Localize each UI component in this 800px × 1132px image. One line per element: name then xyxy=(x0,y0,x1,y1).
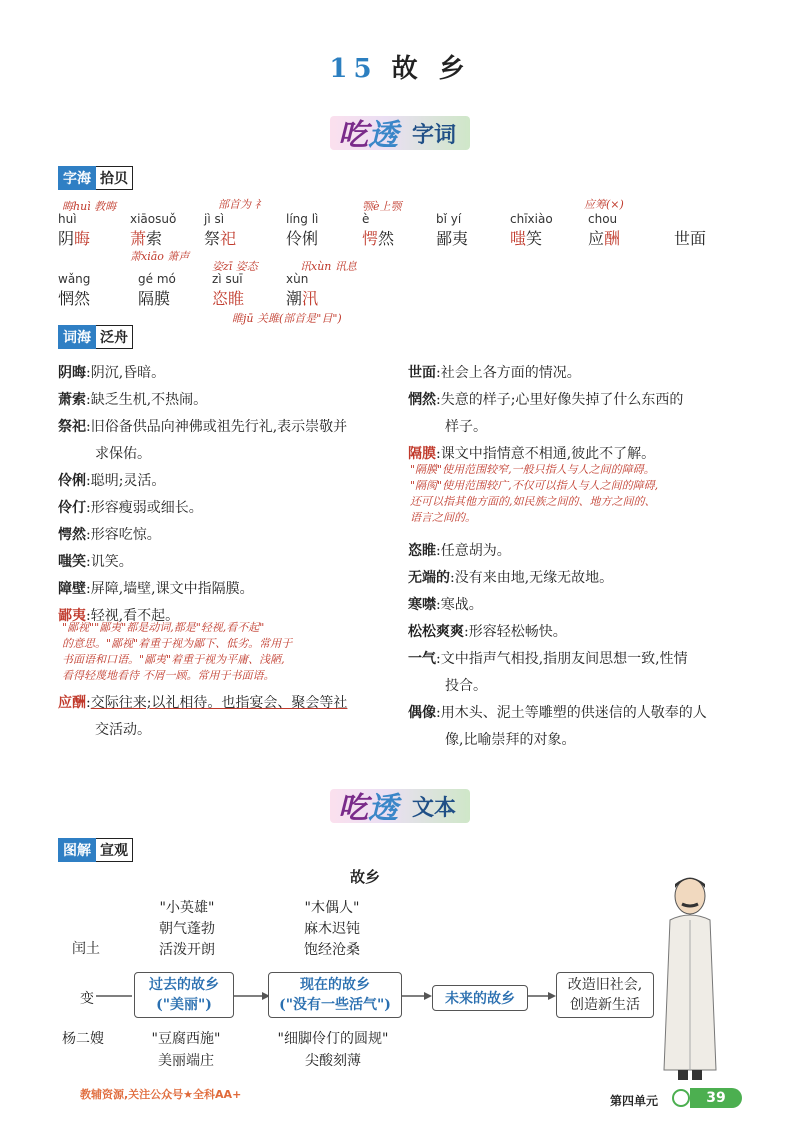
lesson-name: 故 乡 xyxy=(391,54,471,84)
definition-colon: : xyxy=(464,624,469,640)
hand-note: 应筹(×) xyxy=(584,198,624,211)
definition-row xyxy=(408,646,768,673)
footer-c-icon xyxy=(672,1089,690,1107)
definition-colon: : xyxy=(436,651,441,667)
box-now-hometown xyxy=(268,972,402,1018)
word-cell xyxy=(204,212,236,249)
pinyin: xùn xyxy=(286,272,309,286)
word-text xyxy=(436,226,468,249)
word-red-part: 嗤 xyxy=(510,229,527,248)
definition-term: 恣睢 xyxy=(408,543,436,559)
trait-line: 饱经沧桑 xyxy=(304,942,360,958)
definition-term: 障壁 xyxy=(58,581,86,597)
trait-line: 活泼开朗 xyxy=(159,942,215,958)
definition-colon: : xyxy=(86,608,91,624)
note-line: "鄙视""鄙夷"都是动词,都是"轻视,看不起" xyxy=(62,621,265,634)
definition-text: 缺乏生机,不热闹。 xyxy=(90,392,208,408)
word-text xyxy=(204,226,236,249)
word-cell xyxy=(138,272,176,309)
hand-note: 颚è上颚 xyxy=(362,200,402,213)
trait-line: "豆腐西施" xyxy=(151,1031,221,1047)
note-line: 的意思。"鄙视"着重于视为鄙下、低劣。常用于 xyxy=(62,637,293,650)
definition-colon: : xyxy=(436,597,441,613)
definition-text: 社会上各方面的情况。 xyxy=(440,365,581,381)
word-cell xyxy=(436,212,468,249)
definition-colon: : xyxy=(450,570,455,586)
note-line: "隔膜"使用范围较窄,一般只指人与人之间的障碍。 xyxy=(410,463,655,476)
trait-line: "细脚伶仃的圆规" xyxy=(277,1031,389,1047)
word-part: 隔膜 xyxy=(138,289,171,308)
box-line: 现在的故乡 xyxy=(300,977,370,993)
definition-text: 轻视,看不起。 xyxy=(90,608,180,624)
pinyin: zì suī xyxy=(212,272,243,286)
pinyin xyxy=(674,212,706,226)
definition-row xyxy=(58,387,398,414)
page-number: 39 xyxy=(690,1088,742,1108)
definition-term: 偶像 xyxy=(408,705,436,721)
definition-text: 课文中指情意不相通,彼此不了解。 xyxy=(440,446,656,462)
definition-text: 旧俗备供品向神佛或祖先行礼,表示崇敬并 xyxy=(90,419,348,435)
note-line: "隔阂"使用范围较广,不仅可以指人与人之间的障碍, xyxy=(410,479,659,492)
definition-row xyxy=(408,538,768,565)
pinyin: bǐ yí xyxy=(436,212,462,226)
trait-line: 美丽端庄 xyxy=(158,1053,214,1069)
past-runtu-traits xyxy=(142,898,232,961)
definition-colon: : xyxy=(436,543,441,559)
word-part: 索 xyxy=(146,229,163,248)
pinyin: jì sì xyxy=(204,212,225,226)
word-cell xyxy=(286,272,318,309)
pinyin: wǎng xyxy=(58,272,91,286)
note-line: 还可以指其他方面的,如民族之间的、地方之间的、 xyxy=(410,495,656,508)
definition-text: 形容吃惊。 xyxy=(90,527,161,543)
trait-line: "小英雄" xyxy=(159,900,215,916)
hand-note: 睢jū 关雎(部首是"目") xyxy=(232,312,342,325)
banner-chi: 吃透 xyxy=(338,118,398,153)
word-text xyxy=(58,226,90,249)
word-text xyxy=(362,226,394,249)
definition-term: 惘然 xyxy=(408,392,436,408)
definition-row xyxy=(408,360,758,387)
definition-colon: : xyxy=(436,446,441,462)
pinyin: líng lì xyxy=(286,212,319,226)
word-part: 鄙夷 xyxy=(436,229,469,248)
definition-row xyxy=(58,414,398,441)
box-goal xyxy=(556,972,654,1018)
definition-colon: : xyxy=(86,500,91,516)
story-diagram xyxy=(0,860,800,1090)
definition-term: 隔膜 xyxy=(408,446,436,462)
word-cell xyxy=(510,212,553,249)
trait-line: 朝气蓬勃 xyxy=(159,921,215,937)
diagram-title: 故乡 xyxy=(350,868,381,886)
definition-term: 愕然 xyxy=(58,527,86,543)
box-line: 改造旧社会, xyxy=(567,977,643,993)
word-part: 笑 xyxy=(526,229,543,248)
definition-term: 伶俐 xyxy=(58,473,86,489)
word-text xyxy=(286,226,318,249)
box-future-hometown: 未来的故乡 xyxy=(432,985,528,1011)
definition-continued: 投合。 xyxy=(445,678,487,694)
word-red-part: 酬 xyxy=(604,229,621,248)
definition-term: 无端的 xyxy=(408,570,450,586)
definition-colon: : xyxy=(86,527,91,543)
definition-term: 萧索 xyxy=(58,392,86,408)
trait-line: 麻木迟钝 xyxy=(304,921,360,937)
hand-note: 萧xiāo 箫声 xyxy=(130,250,190,263)
word-red-part: 汛 xyxy=(302,289,319,308)
definition-text: 形容瘦弱或细长。 xyxy=(90,500,203,516)
definition-row xyxy=(58,468,398,495)
now-runtu-traits xyxy=(282,898,382,961)
box-line: 过去的故乡 xyxy=(149,977,219,993)
word-part: 阴 xyxy=(58,229,75,248)
definitions-left xyxy=(58,360,398,630)
definition-row xyxy=(58,360,398,387)
word-part: 应 xyxy=(588,229,605,248)
lesson-title xyxy=(0,48,800,85)
definition-term: 寒噤 xyxy=(408,597,436,613)
word-text xyxy=(588,226,620,249)
word-part: 世面 xyxy=(674,229,707,248)
hand-note: 姿zī 姿态 xyxy=(212,260,258,273)
definition-row xyxy=(58,549,398,576)
word-text xyxy=(58,286,90,309)
definition-term: 伶仃 xyxy=(58,500,86,516)
definition-row xyxy=(58,522,398,549)
word-part: 潮 xyxy=(286,289,303,308)
trait-line: "木偶人" xyxy=(304,900,360,916)
hand-note: 讯xùn 讯息 xyxy=(300,260,357,273)
definition-colon: : xyxy=(86,581,91,597)
section-banner-text: 吃透 文本 xyxy=(330,783,470,827)
definition-term: 一气 xyxy=(408,651,436,667)
box-line: ("美丽") xyxy=(156,997,212,1013)
tag-cihai: 词海 泛舟 xyxy=(58,325,133,347)
hand-note: 部首为 礻 xyxy=(218,198,266,211)
definition-colon: : xyxy=(86,419,91,435)
definition-row xyxy=(408,700,768,727)
note-gemo xyxy=(410,462,760,526)
word-cell xyxy=(674,212,706,249)
word-cell xyxy=(588,212,620,249)
definition-text: 讥笑。 xyxy=(90,554,133,570)
tag-zihai: 字海 拾贝 xyxy=(58,166,133,188)
pinyin: huì xyxy=(58,212,77,226)
definition-term: 世面 xyxy=(408,365,436,381)
word-red-part: 恣睢 xyxy=(212,289,245,308)
definition-text: 聪明;灵活。 xyxy=(90,473,166,489)
box-line: 创造新生活 xyxy=(570,997,640,1013)
definition-term: 嗤笑 xyxy=(58,554,86,570)
box-line: ("没有一些活气") xyxy=(279,997,391,1013)
word-text xyxy=(510,226,553,249)
label-bian: 变 xyxy=(80,991,94,1007)
banner-word: 字词 xyxy=(411,123,456,148)
word-text xyxy=(138,286,176,309)
tag-tujie: 图解 宣观 xyxy=(58,838,133,860)
definition-text: 失意的样子;心里好像失掉了什么东西的 xyxy=(440,392,684,408)
definition-text: 文中指声气相投,指朋友间思想一致,性情 xyxy=(440,651,688,667)
word-cell xyxy=(362,212,394,249)
word-red-part: 晦 xyxy=(74,229,91,248)
pinyin: gé mó xyxy=(138,272,176,286)
word-cell xyxy=(130,212,176,249)
hand-note: 晦huì 教晦 xyxy=(62,200,117,213)
definitions-right-2 xyxy=(408,538,768,754)
definition-continued: 像,比喻崇拜的对象。 xyxy=(445,732,576,748)
footer-ad: 教辅资源,关注公众号★全科AA+ xyxy=(80,1088,242,1101)
note-line: 书面语和口语。"鄙夷"着重于视为平庸、浅陋, xyxy=(62,653,285,666)
word-part: 伶俐 xyxy=(286,229,319,248)
word-cell xyxy=(58,212,90,249)
definition-colon: : xyxy=(436,705,441,721)
definition-text: 寒战。 xyxy=(440,597,483,613)
definition-row xyxy=(408,592,768,619)
definition-continued: 求保佑。 xyxy=(95,446,151,462)
definition-colon: : xyxy=(86,365,91,381)
past-yang-traits xyxy=(138,1028,234,1072)
word-part: 惘然 xyxy=(58,289,91,308)
definition-text: 任意胡为。 xyxy=(440,543,511,559)
word-cell xyxy=(212,272,244,309)
definition-row xyxy=(58,495,398,522)
definition-term: 阴晦 xyxy=(58,365,86,381)
definition-row xyxy=(58,576,398,603)
lesson-number: 15 xyxy=(329,54,378,84)
label-yang: 杨二嫂 xyxy=(62,1031,104,1047)
definition-colon: : xyxy=(436,365,441,381)
definition-row xyxy=(408,387,758,414)
box-past-hometown xyxy=(134,972,234,1018)
footer-unit: 第四单元 xyxy=(610,1094,659,1108)
pinyin: è xyxy=(362,212,370,226)
now-yang-traits xyxy=(268,1028,398,1072)
word-red-part: 愕 xyxy=(362,229,379,248)
pinyin: xiāosuǒ xyxy=(130,212,177,226)
pinyin: chīxiào xyxy=(510,212,553,226)
word-part: 祭 xyxy=(204,229,221,248)
definition-colon: : xyxy=(86,473,91,489)
word-row-2 xyxy=(58,272,458,312)
definition-colon: : xyxy=(86,392,91,408)
section-banner-words xyxy=(330,110,470,154)
pinyin: chou xyxy=(588,212,618,226)
definition-text: 没有来由地,无缘无故地。 xyxy=(454,570,614,586)
definition-term: 鄙夷 xyxy=(58,608,86,624)
portrait-figure-illustration xyxy=(650,870,730,1084)
label-runtu: 闰土 xyxy=(72,941,100,957)
word-cell xyxy=(286,212,318,249)
definition-row xyxy=(408,619,768,646)
definition-continued: 样子。 xyxy=(445,419,487,435)
definition-colon: : xyxy=(86,554,91,570)
definition-text: 阴沉,昏暗。 xyxy=(90,365,166,381)
word-text xyxy=(130,226,176,249)
note-line: 看得轻蔑地看待 不屑一顾。常用于书面语。 xyxy=(62,669,275,682)
banner-word: 文本 xyxy=(411,796,456,821)
definition-term: 松松爽爽 xyxy=(408,624,464,640)
definition-colon: : xyxy=(436,392,441,408)
word-cell xyxy=(58,272,90,309)
definition-text: 屏障,墙壁,课文中指隔膜。 xyxy=(90,581,254,597)
definition-row xyxy=(408,565,768,592)
note-line: 语言之间的。 xyxy=(410,511,476,524)
word-red-part: 祀 xyxy=(220,229,237,248)
word-text xyxy=(674,226,706,249)
trait-line: 尖酸刻薄 xyxy=(305,1053,361,1069)
definition-yingchou: 应酬:交际往来;以礼相待。也指宴会、聚会等社 交活动。 xyxy=(58,695,348,738)
word-row-1 xyxy=(58,212,738,252)
definitions-right xyxy=(408,360,758,468)
note-biyi xyxy=(62,620,402,684)
definition-term: 祭祀 xyxy=(58,419,86,435)
definition-text: 形容轻松畅快。 xyxy=(468,624,567,640)
word-red-part: 萧 xyxy=(130,229,147,248)
definition-text: 用木头、泥土等雕塑的供迷信的人敬奉的人 xyxy=(440,705,707,721)
word-part: 然 xyxy=(378,229,395,248)
word-text xyxy=(286,286,318,309)
word-text xyxy=(212,286,244,309)
